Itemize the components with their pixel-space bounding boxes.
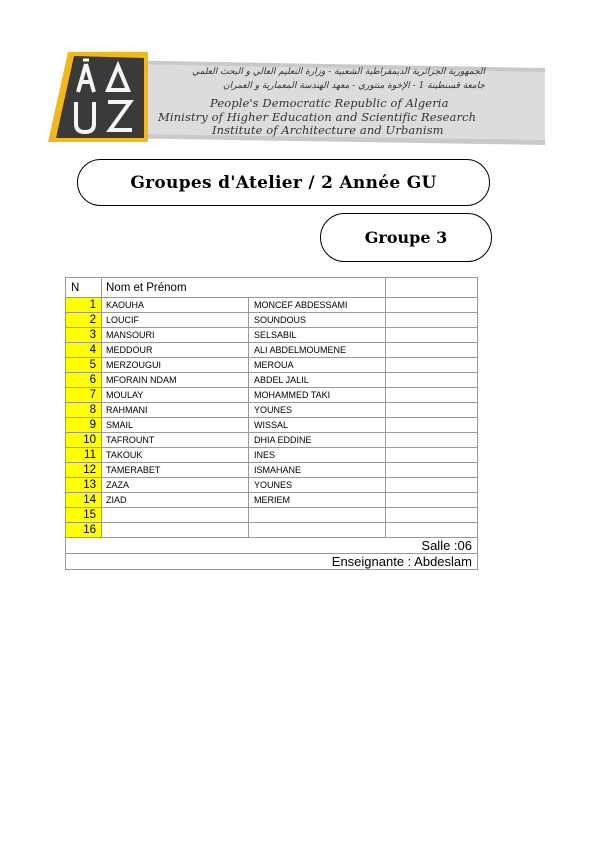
blank-cell: [386, 373, 478, 388]
blank-cell: [386, 418, 478, 433]
table-row: [66, 508, 478, 523]
first-name: SOUNDOUS: [249, 313, 386, 328]
last-name: MOULAY: [102, 388, 249, 403]
last-name: ZIAD: [102, 493, 249, 508]
blank-cell: [386, 508, 478, 523]
teacher-row: [66, 554, 478, 570]
table-row: [66, 418, 478, 433]
first-name: DHIA EDDINE: [249, 433, 386, 448]
column-header-number: N: [66, 278, 102, 298]
group-label: Groupe 3: [364, 228, 448, 247]
row-number: 5: [66, 358, 102, 373]
first-name: MONCEF ABDESSAMI: [249, 298, 386, 313]
institute-name: Institute of Architecture and Urbanism: [212, 123, 444, 137]
first-name: ABDEL JALIL: [249, 373, 386, 388]
table-row: [66, 358, 478, 373]
last-name: KAOUHA: [102, 298, 249, 313]
table-row: [66, 373, 478, 388]
arabic-ministry-line: الجمهورية الجزائرية الديمقراطية الشعبية - وزارة التعليم العالي و البحث العلمي: [192, 67, 485, 77]
row-number: 3: [66, 328, 102, 343]
table-row: [66, 298, 478, 313]
table-row: [66, 493, 478, 508]
group-label-box: [320, 213, 492, 262]
row-number: 15: [66, 508, 102, 523]
blank-cell: [386, 403, 478, 418]
blank-cell: [386, 313, 478, 328]
last-name: MEDDOUR: [102, 343, 249, 358]
room-label: Salle :06: [66, 538, 478, 554]
row-number: 8: [66, 403, 102, 418]
last-name: SMAIL: [102, 418, 249, 433]
first-name: YOUNES: [249, 478, 386, 493]
republic-name: People's Democratic Republic of Algeria: [210, 96, 449, 110]
row-number: 7: [66, 388, 102, 403]
last-name: TAMERABET: [102, 463, 249, 478]
last-name: TAFROUNT: [102, 433, 249, 448]
blank-cell: [386, 298, 478, 313]
institution-header: [30, 50, 545, 145]
blank-cell: [386, 478, 478, 493]
table-row: [66, 523, 478, 538]
blank-cell: [386, 388, 478, 403]
first-name: YOUNES: [249, 403, 386, 418]
table-row: [66, 463, 478, 478]
table-row: [66, 328, 478, 343]
first-name: MERIEM: [249, 493, 386, 508]
blank-cell: [386, 343, 478, 358]
row-number: 1: [66, 298, 102, 313]
institute-logo: [48, 52, 148, 142]
row-number: 4: [66, 343, 102, 358]
first-name: ALI ABDELMOUMENE: [249, 343, 386, 358]
first-name: MEROUA: [249, 358, 386, 373]
table-header-row: [66, 278, 478, 298]
last-name: MFORAIN NDAM: [102, 373, 249, 388]
last-name: LOUCIF: [102, 313, 249, 328]
first-name: MOHAMMED TAKI: [249, 388, 386, 403]
column-header-blank: [386, 278, 478, 298]
last-name: [102, 523, 249, 538]
blank-cell: [386, 328, 478, 343]
row-number: 13: [66, 478, 102, 493]
table-row: [66, 403, 478, 418]
first-name: ISMAHANE: [249, 463, 386, 478]
last-name: MANSOURI: [102, 328, 249, 343]
table-row: [66, 343, 478, 358]
table-row: [66, 478, 478, 493]
blank-cell: [386, 358, 478, 373]
student-roster-table: [65, 277, 478, 570]
last-name: RAHMANI: [102, 403, 249, 418]
last-name: ZAZA: [102, 478, 249, 493]
first-name: [249, 508, 386, 523]
page-title: Groupes d'Atelier / 2 Année GU: [130, 172, 437, 193]
ministry-name: Ministry of Higher Education and Scientific Research: [158, 110, 477, 124]
row-number: 10: [66, 433, 102, 448]
table-row: [66, 448, 478, 463]
blank-cell: [386, 448, 478, 463]
last-name: TAKOUK: [102, 448, 249, 463]
row-number: 16: [66, 523, 102, 538]
last-name: [102, 508, 249, 523]
row-number: 14: [66, 493, 102, 508]
table-row: [66, 433, 478, 448]
blank-cell: [386, 493, 478, 508]
blank-cell: [386, 463, 478, 478]
row-number: 11: [66, 448, 102, 463]
column-header-name: Nom et Prénom: [102, 278, 386, 298]
first-name: [249, 523, 386, 538]
last-name: MERZOUGUI: [102, 358, 249, 373]
row-number: 9: [66, 418, 102, 433]
table-row: [66, 388, 478, 403]
first-name: INES: [249, 448, 386, 463]
row-number: 12: [66, 463, 102, 478]
blank-cell: [386, 523, 478, 538]
table-row: [66, 313, 478, 328]
first-name: WISSAL: [249, 418, 386, 433]
teacher-label: Enseignante : Abdeslam: [66, 554, 478, 570]
blank-cell: [386, 433, 478, 448]
room-row: [66, 538, 478, 554]
first-name: SELSABIL: [249, 328, 386, 343]
arabic-institute-line: جامعة قسنطينة 1 - الإخوة منتوري - معهد الهندسة المعمارية و العمران: [223, 81, 485, 91]
row-number: 6: [66, 373, 102, 388]
row-number: 2: [66, 313, 102, 328]
page-title-box: [77, 159, 490, 206]
